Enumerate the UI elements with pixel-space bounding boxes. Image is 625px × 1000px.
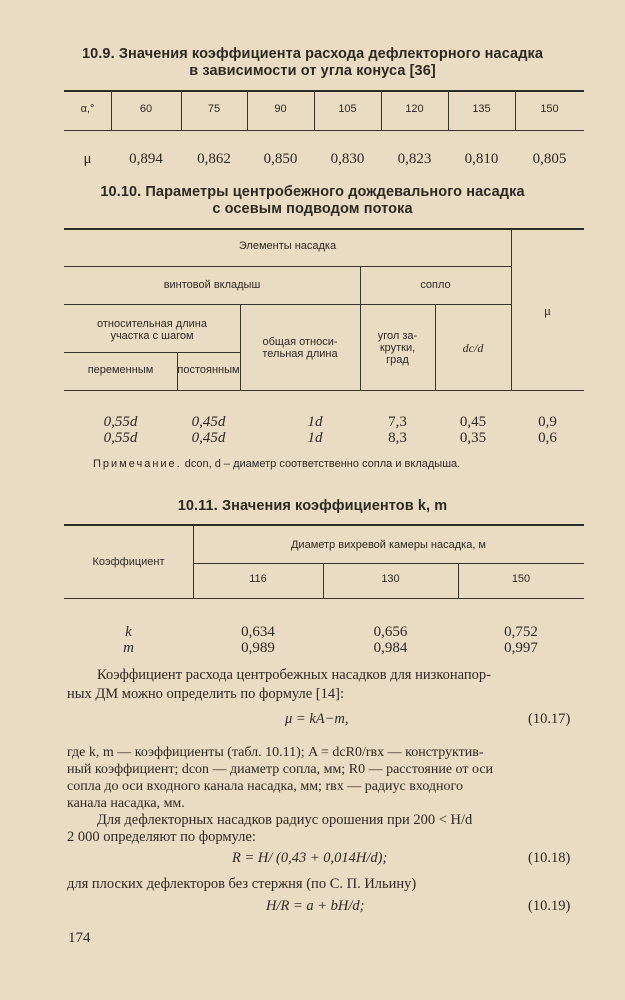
table-10-11-header-rule bbox=[64, 598, 584, 599]
table-10-10-top-rule bbox=[64, 228, 584, 230]
coef-cell: 0,997 bbox=[504, 640, 538, 656]
note-text: dcon, d – диаметр соответственно сопла и вкладыша. bbox=[184, 458, 461, 470]
mu-cell: 0,862 bbox=[197, 151, 231, 167]
paragraph-line: 2 000 определяют по формуле: bbox=[67, 829, 256, 845]
header-diameter: Диаметр вихревой камеры насадка, м bbox=[290, 539, 486, 551]
paragraph-line: канала насадка, мм. bbox=[67, 796, 185, 811]
header-elements: Элементы насадка bbox=[238, 240, 337, 252]
diameter-cell: 150 bbox=[511, 573, 531, 585]
table-cell: 0,55d bbox=[103, 414, 138, 430]
formula-number: (10.17) bbox=[528, 711, 571, 727]
coef-cell: 0,989 bbox=[241, 640, 275, 656]
header-constant: постоянным bbox=[177, 364, 240, 376]
mu-cell: 0,823 bbox=[397, 151, 432, 167]
header-total-2: тельная длина bbox=[262, 348, 338, 360]
table-cell: 1d bbox=[307, 414, 323, 430]
paragraph-line: где k, m — коэффициенты (табл. 10.11); A = dcR0/rвх — конструктив- bbox=[67, 745, 484, 760]
paragraph-line: ный коэффициент; dcon — диаметр сопла, мм; R0 — расстояние от оси bbox=[67, 762, 494, 777]
diameter-cell: 116 bbox=[249, 573, 267, 585]
table-10-11-top-rule bbox=[64, 524, 584, 526]
angle-cell: 150 bbox=[540, 103, 559, 115]
table-note bbox=[93, 458, 460, 470]
header-coefficient: Коэффициент bbox=[92, 556, 165, 568]
angle-cell: 75 bbox=[207, 103, 221, 115]
header-dc-d: dc/d bbox=[462, 341, 484, 355]
header-nozzle: сопло bbox=[420, 279, 451, 291]
table-cell: 0,9 bbox=[538, 414, 557, 430]
header-variable: переменным bbox=[87, 364, 154, 376]
diameter-cell: 130 bbox=[381, 573, 400, 585]
page-number: 174 bbox=[68, 930, 91, 946]
note-label: Примечание. bbox=[93, 458, 182, 470]
paragraph-line: для плоских дефлекторов без стержня (по С. П. Ильину) bbox=[67, 876, 417, 892]
header-rel-len-2: участка с шагом bbox=[110, 330, 194, 342]
table-10-11-title: 10.11. Значения коэффициентов k, m bbox=[177, 498, 448, 514]
coef-name: m bbox=[123, 640, 134, 656]
table-cell: 0,45d bbox=[191, 430, 226, 446]
paragraph-line: Для дефлекторных насадков радиус орошения при 200 < H/d bbox=[97, 812, 473, 828]
coef-cell: 0,752 bbox=[504, 624, 538, 640]
table-cell: 0,6 bbox=[538, 430, 557, 446]
table-10-9-title-line2: в зависимости от угла конуса [36] bbox=[189, 63, 436, 79]
formula-10-18: R = H/ (0,43 + 0,014H/d); bbox=[232, 850, 388, 866]
formula-10-19: H/R = a + bH/d; bbox=[266, 898, 365, 914]
mu-cell: 0,850 bbox=[263, 151, 298, 167]
coef-cell: 0,656 bbox=[373, 624, 408, 640]
mu-cell: 0,830 bbox=[330, 151, 365, 167]
coef-cell: 0,984 bbox=[373, 640, 408, 656]
table-10-9-title-line1: 10.9. Значения коэффициента расхода дефлекторного насадка bbox=[81, 46, 544, 62]
angle-cell: 120 bbox=[405, 103, 424, 115]
mu-cell: 0,894 bbox=[129, 151, 163, 167]
paragraph-line: Коэффициент расхода центробежных насадков для низконапор- bbox=[97, 667, 491, 683]
header-angle-1: угол за- bbox=[377, 330, 418, 342]
table-cell: 8,3 bbox=[388, 430, 407, 446]
mu-label: μ bbox=[83, 151, 92, 167]
angle-cell: 90 bbox=[274, 103, 287, 115]
table-10-10-title-line1: 10.10. Параметры центробежного дождевального насадка bbox=[100, 184, 525, 200]
coef-name: k bbox=[125, 624, 132, 640]
table-cell: 0,55d bbox=[103, 430, 138, 446]
header-mu: μ bbox=[544, 303, 551, 318]
table-10-9-header-rule bbox=[64, 130, 584, 131]
header-angle-2: крутки, bbox=[379, 342, 416, 354]
formula-number: (10.19) bbox=[528, 898, 571, 914]
header-angle-3: град bbox=[386, 354, 409, 366]
formula-10-17: μ = kA−m, bbox=[285, 711, 349, 727]
table-10-10-header-rule bbox=[64, 390, 584, 391]
table-cell: 0,45d bbox=[191, 414, 226, 430]
mu-cell: 0,805 bbox=[532, 151, 567, 167]
paragraph-line: ных ДМ можно определить по формуле [14]: bbox=[67, 686, 344, 702]
angle-cell: 135 bbox=[472, 103, 491, 115]
alpha-header: α,° bbox=[80, 103, 95, 115]
angle-cell: 60 bbox=[139, 103, 153, 115]
table-cell: 0,45 bbox=[459, 414, 487, 430]
header-total-1: общая относи- bbox=[262, 336, 338, 348]
mu-cell: 0,810 bbox=[464, 151, 499, 167]
table-cell: 7,3 bbox=[388, 414, 407, 430]
formula-number: (10.18) bbox=[528, 850, 571, 866]
table-cell: 0,35 bbox=[459, 430, 487, 446]
angle-cell: 105 bbox=[338, 103, 357, 115]
table-10-10-title-line2: с осевым подводом потока bbox=[212, 201, 413, 217]
header-rel-len-1: относительная длина bbox=[97, 318, 207, 330]
paragraph-line: сопла до оси входного канала насадка, мм; rвх — радиус входного bbox=[67, 779, 463, 794]
table-10-9-top-rule bbox=[64, 90, 584, 92]
table-cell: 1d bbox=[307, 430, 323, 446]
coef-cell: 0,634 bbox=[241, 624, 275, 640]
header-insert: винтовой вкладыш bbox=[163, 279, 261, 291]
